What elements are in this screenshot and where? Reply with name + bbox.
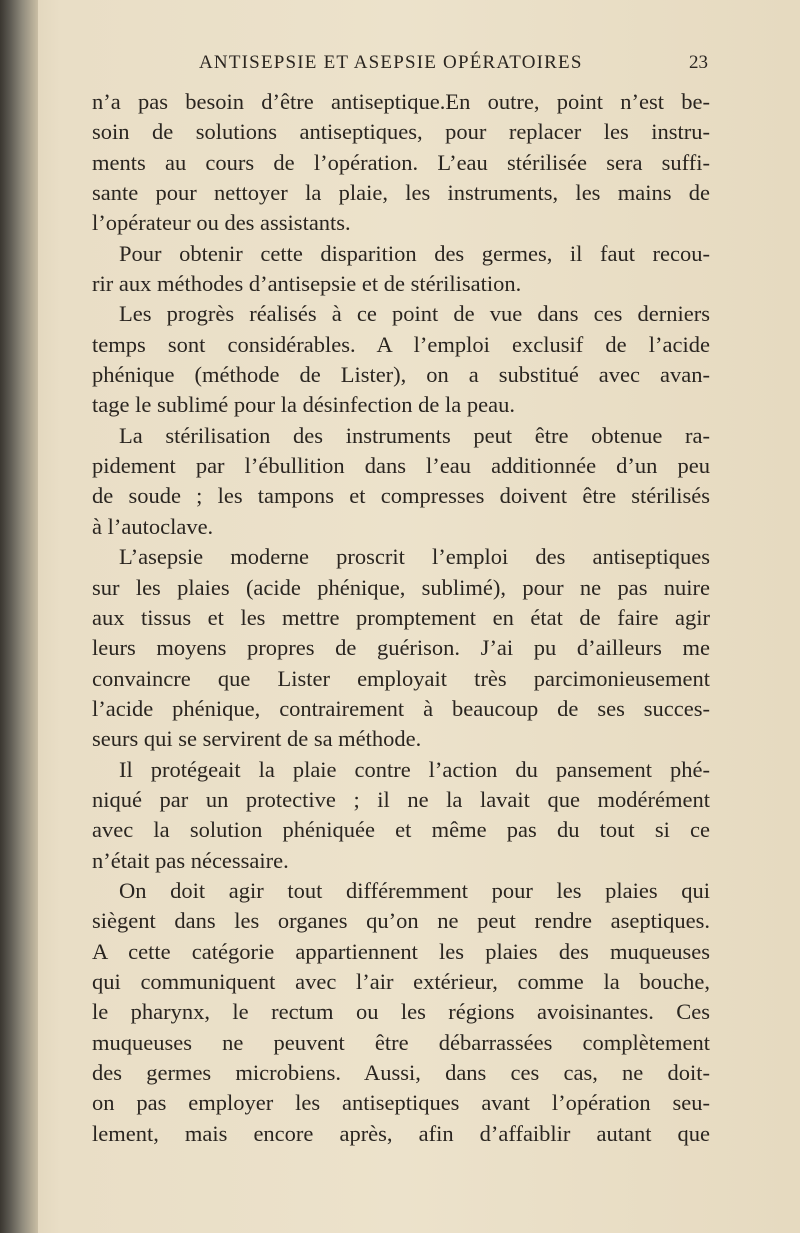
text-line: On doit agir tout différemment pour les plaies qui xyxy=(119,877,710,903)
paragraph xyxy=(92,87,710,239)
page-number: 23 xyxy=(689,52,708,73)
paragraph xyxy=(92,755,710,876)
text-line: sante pour nettoyer la plaie, les instruments, les mains de xyxy=(92,180,710,206)
text-line: Les progrès réalisés à ce point de vue dans ces derniers xyxy=(119,301,710,327)
text-line: rir aux méthodes d’antisepsie et de stérilisation. xyxy=(92,271,522,297)
text-line: Il protégeait la plaie contre l’action du pansement phé- xyxy=(119,756,710,782)
text-line: l’acide phénique, contrairement à beaucoup de ses succes- xyxy=(92,695,710,721)
text-line: seurs qui se servirent de sa méthode. xyxy=(92,726,422,752)
text-line: n’a pas besoin d’être antiseptique.En outre, point n’est be- xyxy=(92,89,710,114)
paragraph xyxy=(92,876,710,1149)
text-line: lement, mais encore après, afin d’affaiblir autant que xyxy=(92,1120,710,1146)
paragraph xyxy=(92,239,710,300)
text-line: ments au cours de l’opération. L’eau stérilisée sera suffi- xyxy=(92,149,710,175)
paragraph xyxy=(92,542,710,754)
text-line: L’asepsie moderne proscrit l’emploi des antiseptiques xyxy=(119,544,710,570)
text-line: Pour obtenir cette disparition des germes, il faut recou- xyxy=(119,240,710,266)
text-line: qui communiquent avec l’air extérieur, comme la bouche, xyxy=(92,968,710,994)
text-line: on pas employer les antiseptiques avant l’opération seu- xyxy=(92,1090,710,1116)
text-line: sur les plaies (acide phénique, sublimé), pour ne pas nuire xyxy=(92,574,710,600)
text-line: siègent dans les organes qu’on ne peut rendre aseptiques. xyxy=(92,908,710,934)
text-line: La stérilisation des instruments peut être obtenue ra- xyxy=(119,422,710,448)
text-line: soin de solutions antiseptiques, pour replacer les instru- xyxy=(92,119,710,145)
text-line: A cette catégorie appartiennent les plaies des muqueuses xyxy=(92,938,710,964)
text-line: niqué par un protective ; il ne la lavait que modérément xyxy=(92,786,710,812)
text-line: muqueuses ne peuvent être débarrassées complètement xyxy=(92,1029,710,1055)
paragraph xyxy=(92,421,710,542)
text-line: tage le sublimé pour la désinfection de la peau. xyxy=(92,392,515,418)
page-binding-shadow xyxy=(0,0,38,1233)
text-line: le pharynx, le rectum ou les régions avoisinantes. Ces xyxy=(92,999,710,1025)
text-line: aux tissus et les mettre promptement en état de faire agir xyxy=(92,604,710,630)
text-line: leurs moyens propres de guérison. J’ai pu d’ailleurs me xyxy=(92,635,710,661)
text-line: pidement par l’ébullition dans l’eau additionnée d’un peu xyxy=(92,453,710,479)
text-line: convaincre que Lister employait très parcimonieusement xyxy=(92,665,710,691)
running-title: ANTISEPSIE ET ASEPSIE OPÉRATOIRES xyxy=(199,52,583,73)
body-text xyxy=(92,87,710,1149)
text-line: à l’autoclave. xyxy=(92,513,214,539)
text-line: temps sont considérables. A l’emploi exclusif de l’acide xyxy=(92,331,710,357)
text-line: des germes microbiens. Aussi, dans ces cas, ne doit- xyxy=(92,1060,710,1085)
text-line: avec la solution phéniquée et même pas du tout si ce xyxy=(92,817,710,843)
text-line: de soude ; les tampons et compresses doivent être stérilisés xyxy=(92,483,710,509)
paragraph xyxy=(92,299,710,420)
text-line: n’était pas nécessaire. xyxy=(92,847,289,873)
text-line: l’opérateur ou des assistants. xyxy=(92,210,351,236)
text-line: phénique (méthode de Lister), on a substitué avec avan- xyxy=(92,362,710,388)
running-header xyxy=(92,52,710,82)
